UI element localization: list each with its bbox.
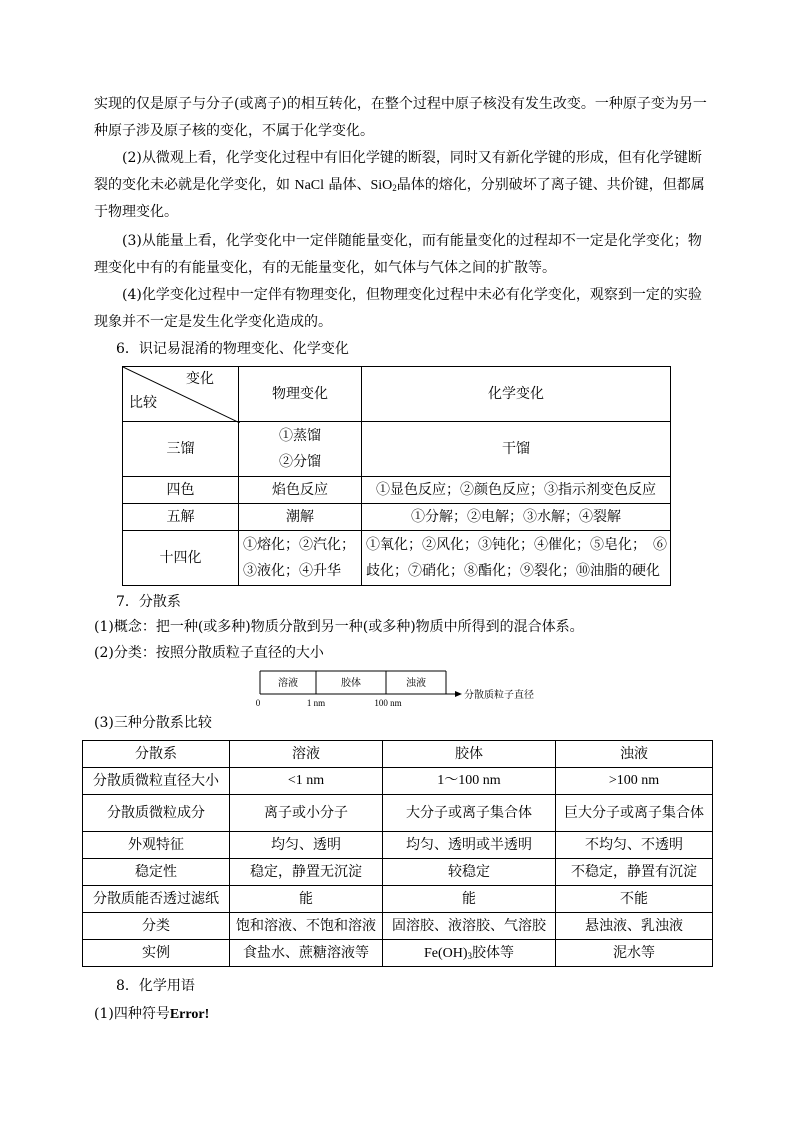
table-header-cell: 溶液 xyxy=(230,741,383,768)
paragraph-line: 实现的仅是原子与分子(或离子)的相互转化，在整个过程中原子核没有发生改变。一种原子变为另一 xyxy=(94,96,707,112)
dispersion-comparison-table xyxy=(82,740,713,967)
section-heading-6: 6．识记易混淆的物理变化、化学变化 xyxy=(116,341,349,357)
cell-physical: 焰色反应 xyxy=(239,477,362,504)
cell-physical: 潮解 xyxy=(239,504,362,531)
header-physical: 物理变化 xyxy=(239,367,362,422)
table-row xyxy=(83,913,713,940)
table-cell: 1～100 nm xyxy=(383,768,556,795)
table-row xyxy=(83,859,713,886)
header-chemical: 化学变化 xyxy=(362,367,671,422)
section-heading-8: 8．化学用语 xyxy=(116,978,195,994)
table-cell: 实例 xyxy=(83,940,230,967)
diagram-axis-label: 分散质粒子直径 xyxy=(464,690,534,701)
table-cell: 饱和溶液、不饱和溶液 xyxy=(230,913,383,940)
diagram-label-solution: 溶液 xyxy=(278,678,298,689)
row-label: 五解 xyxy=(123,504,239,531)
table-cell: 食盐水、蔗糖溶液等 xyxy=(230,940,383,967)
paragraph-line: 种原子涉及原子核的变化，不属于化学变化。 xyxy=(94,123,374,139)
table-cell: 巨大分子或离子集合体 xyxy=(556,795,713,832)
paragraph-line: (3)从能量上看，化学变化中一定伴随能量变化，而有能量变化的过程却不一定是化学变化；物 xyxy=(122,233,702,249)
table-cell: 分类 xyxy=(83,913,230,940)
table-cell: 泥水等 xyxy=(556,940,713,967)
table-row xyxy=(83,940,713,967)
paragraph-line: (1)四种符号Error! xyxy=(94,1006,210,1022)
table-cell: >100 nm xyxy=(556,768,713,795)
table-cell: 分散质微粒成分 xyxy=(83,795,230,832)
table-header-cell: 浊液 xyxy=(556,741,713,768)
table-cell: 能 xyxy=(383,886,556,913)
table-cell: 能 xyxy=(230,886,383,913)
table-cell: 稳定，静置无沉淀 xyxy=(230,859,383,886)
paragraph-line: (3)三种分散系比较 xyxy=(94,715,212,731)
error-text: Error! xyxy=(169,1007,210,1022)
diagram-tick-100nm: 100 nm xyxy=(374,698,402,708)
table-cell: 分散质能否透过滤纸 xyxy=(83,886,230,913)
table-cell: 不能 xyxy=(556,886,713,913)
diagram-label-colloid: 胶体 xyxy=(341,678,361,689)
cell-chemical: ①氧化；②风化；③钝化；④催化；⑤皂化； ⑥ 歧化；⑦硝化；⑧酯化；⑨裂化；⑩油脂的硬化 xyxy=(362,531,671,586)
paragraph-line: (1)概念：把一种(或多种)物质分散到另一种(或多种)物质中所得到的混合体系。 xyxy=(94,619,584,635)
cell-physical: ①熔化；②汽化； ③液化；④升华 xyxy=(239,531,362,586)
table-row xyxy=(83,832,713,859)
cell-physical: ①蒸馏 ②分馏 xyxy=(239,422,362,477)
table-cell: 分散质微粒直径大小 xyxy=(83,768,230,795)
axis-arrow-icon xyxy=(455,691,462,697)
corner-label-top: 变化 xyxy=(186,371,214,387)
table-cell: 较稳定 xyxy=(383,859,556,886)
row-label: 十四化 xyxy=(123,531,239,586)
table-cell: <1 nm xyxy=(230,768,383,795)
table-cell: 悬浊液、乳浊液 xyxy=(556,913,713,940)
paragraph-line: 现象并不一定是发生化学变化造成的。 xyxy=(94,314,332,330)
table-header-cell: 胶体 xyxy=(383,741,556,768)
cell-chemical: 干馏 xyxy=(362,422,671,477)
paragraph-line: 理变化中有的有能量变化，有的无能量变化，如气体与气体之间的扩散等。 xyxy=(94,260,556,276)
diagram-tick-0: 0 xyxy=(255,698,261,708)
table-cell: 离子或小分子 xyxy=(230,795,383,832)
table-cell: 不均匀、不透明 xyxy=(556,832,713,859)
paragraph-line: 裂的变化未必就是化学变化，如 NaCl 晶体、SiO$_2$晶体的熔化，分别破坏了离子键、共价键，但都属 xyxy=(94,177,705,193)
table-cell: 均匀、透明或半透明 xyxy=(383,832,556,859)
paragraph-line: 于物理变化。 xyxy=(94,204,178,220)
table-corner-cell xyxy=(123,367,239,422)
table-header-cell: 分散系 xyxy=(83,741,230,768)
row-label: 三馏 xyxy=(123,422,239,477)
table-cell: 均匀、透明 xyxy=(230,832,383,859)
table-row xyxy=(83,795,713,832)
cell-chemical: ①显色反应；②颜色反应；③指示剂变色反应 xyxy=(362,477,671,504)
table-row xyxy=(83,768,713,795)
paragraph-line: (2)分类：按照分散质粒子直径的大小 xyxy=(94,645,324,661)
cell-chemical: ①分解；②电解；③水解；④裂解 xyxy=(362,504,671,531)
table-cell: 固溶胶、液溶胶、气溶胶 xyxy=(383,913,556,940)
section-heading-7: 7．分散系 xyxy=(116,594,181,610)
physical-chemical-change-table xyxy=(122,366,671,586)
table-cell: 稳定性 xyxy=(83,859,230,886)
diagram-label-suspension: 浊液 xyxy=(406,678,426,689)
corner-label-bottom: 比较 xyxy=(129,395,157,411)
table-row xyxy=(83,886,713,913)
diagram-tick-1nm: 1 nm xyxy=(306,698,326,708)
paragraph-line: (2)从微观上看，化学变化过程中有旧化学键的断裂，同时又有新化学键的形成，但有化学键断 xyxy=(122,150,702,166)
table-cell: 外观特征 xyxy=(83,832,230,859)
row-label: 四色 xyxy=(123,477,239,504)
dispersion-size-diagram xyxy=(250,668,550,708)
table-cell: 不稳定，静置有沉淀 xyxy=(556,859,713,886)
paragraph-line: (4)化学变化过程中一定伴有物理变化，但物理变化过程中未必有化学变化，观察到一定的实验 xyxy=(122,287,702,303)
table-cell: 大分子或离子集合体 xyxy=(383,795,556,832)
table-cell: $Fe(OH)_3$胶体等 xyxy=(383,940,556,967)
